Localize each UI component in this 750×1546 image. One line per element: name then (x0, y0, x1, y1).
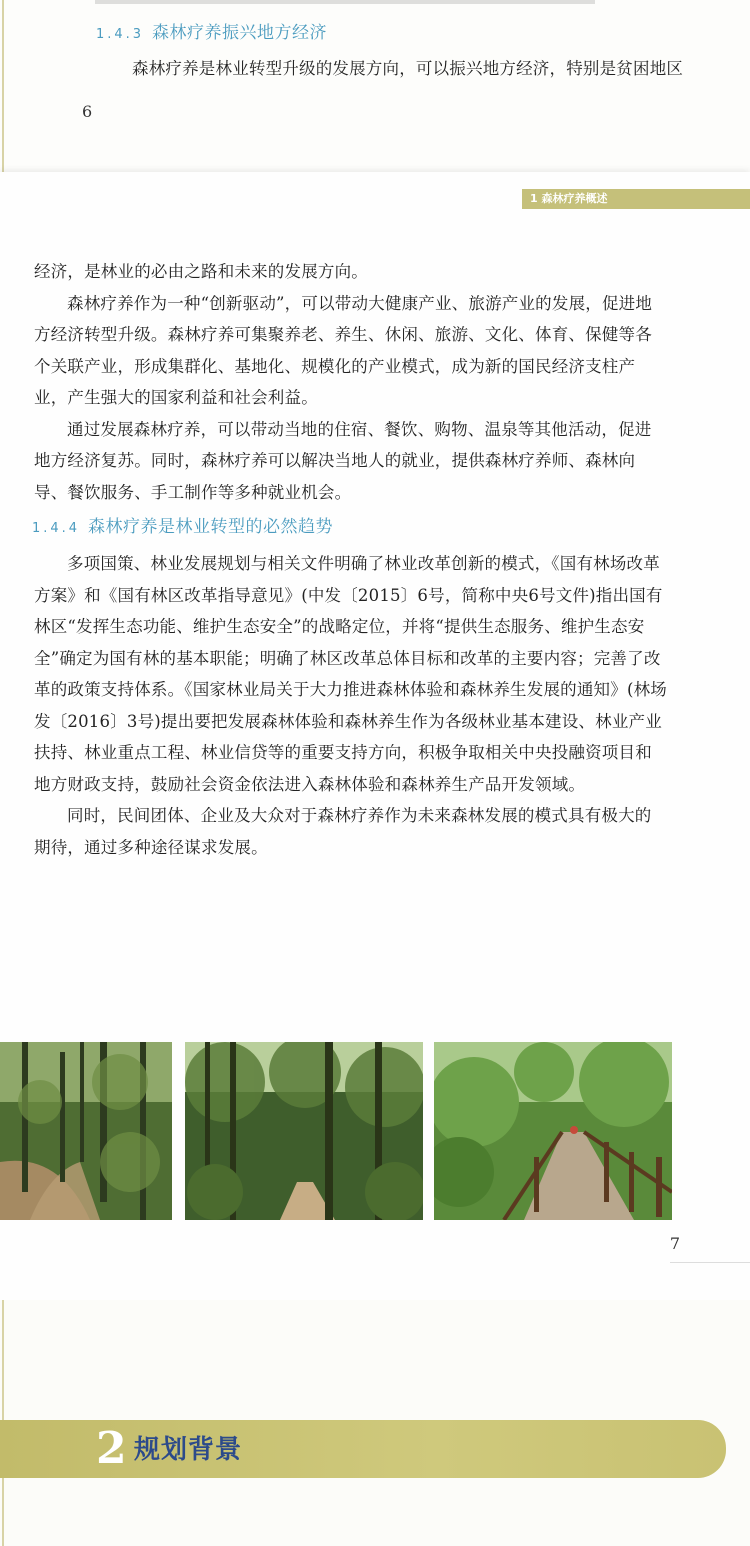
chapter-banner (0, 1420, 726, 1478)
forest-photo-3 (434, 1042, 672, 1220)
main-text (34, 256, 668, 863)
forest-photo-2 (185, 1042, 423, 1220)
chapter-number: 2 (96, 1423, 127, 1474)
paragraph: 通过发展森林疗养，可以带动当地的住宿、餐饮、购物、温泉等其他活动，促进地方经济复苏。同时，森林疗养可以解决当地人的就业，提供森林疗养师、森林向导、餐饮服务、手工制作等多种就业机会。 (34, 419, 652, 502)
page-7 (0, 172, 750, 1300)
paragraph: 森林疗养作为一种“创新驱动”，可以带动大健康产业、旅游产业的发展，促进地方经济转型升级。森林疗养可集聚养老、养生、休闲、旅游、文化、体育、保健等各个关联产业，形成集群化、基地化、规模化的产业模式，成为新的国民经济支柱产业，产生强大的国家利益和社会利益。 (34, 293, 653, 407)
section-number: 1.4.3 (96, 27, 145, 42)
chapter-tab: 1 森林疗养概述 (522, 189, 750, 209)
gutter-line (2, 0, 4, 172)
section-heading-1-4-4 (32, 512, 668, 544)
page-6-fragment (0, 0, 750, 172)
divider (670, 1262, 750, 1263)
section-title: 森林疗养振兴地方经济 (151, 23, 327, 43)
chapter-2-page (0, 1300, 750, 1546)
paragraph: 森林疗养是林业转型升级的发展方向，可以振兴地方经济，特别是贫困地区 (132, 59, 684, 78)
forest-photo-1 (0, 1042, 172, 1220)
photo-strip (0, 1042, 750, 1220)
chapter-title: 规划背景 (134, 1435, 243, 1465)
page-number: 6 (82, 102, 93, 121)
cut-off-text-line (0, 0, 740, 8)
paragraph: 多项国策、林业发展规划与相关文件明确了林业改革创新的模式，《国有林场改革方案》和《国有林区改革指导意见》(中发〔2015〕6号，简称中央6号文件)指出国有林区“发挥生态功能、维护生态安全”的战略定位，并将“提供生态服务、维护生态安全”确定为国有林的基本职能；明确了林区改革总体目标和改革的主要内容；完善了改革的政策支持体系。《国家林业局关于大力推进森林体验和森林养生发展的通知》(林场发〔2016〕3号)提出要把发展森林体验和森林养生作为各级林业基本建设、林业产业扶持、林业重点工程、林业信贷等的重要支持方向，积极争取相关中央投融资项目和地方财政支持，鼓励社会资金依法进入森林体验和森林养生产品开发领域。 (34, 554, 667, 794)
paragraph: 经济，是林业的必由之路和未来的发展方向。 (34, 262, 368, 281)
paragraph: 同时，民间团体、企业及大众对于森林疗养作为未来森林发展的模式具有极大的期待，通过多种途径谋求发展。 (34, 806, 652, 857)
section-title: 森林疗养是林业转型的必然趋势 (87, 517, 333, 537)
section-heading-1-4-3 (96, 18, 327, 43)
page-number: 7 (669, 1234, 680, 1253)
section-number: 1.4.4 (32, 521, 81, 536)
